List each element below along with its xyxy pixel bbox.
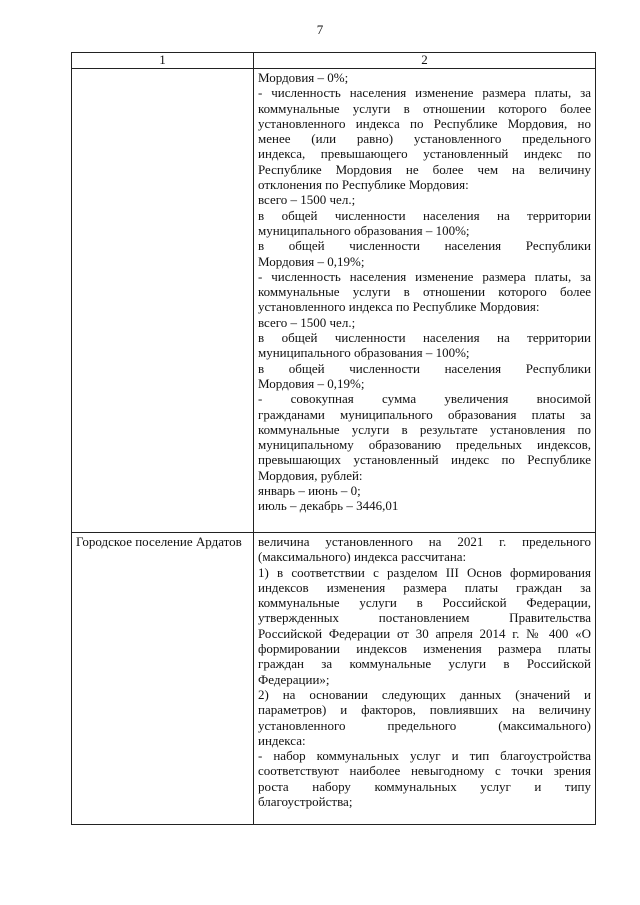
text-line: в общей численности населения на территории: [258, 330, 591, 346]
text-line: Мордовия – 0,19%;: [258, 375, 365, 391]
text-line: индекса:: [258, 732, 306, 748]
text-line: установленного индекса по Республике Мордовия, но: [258, 115, 591, 131]
text-line: Мордовия – 0%;: [258, 70, 349, 85]
text-line: муниципальному образованию предельных индексов,: [258, 437, 591, 453]
text-line: отклонения по Республике Мордовия:: [258, 177, 469, 193]
text-line: (максимального) индекса рассчитана:: [258, 549, 467, 565]
text-line: коммунальные услуги в результате установления по: [258, 421, 591, 437]
document-table: [71, 52, 596, 825]
text-line: в общей численности населения Республики: [258, 238, 591, 254]
text-line: Республике Мордовия не более чем на величину: [258, 161, 591, 177]
table-header-row: [72, 53, 596, 69]
column-header-2: 2: [254, 53, 596, 69]
row-1-municipality-cell: [72, 69, 254, 533]
table-row: [72, 533, 596, 825]
text-line: граждан за коммунальные услуги в Российской: [258, 656, 591, 672]
text-line: менее (или равно) установленного предельного: [258, 131, 591, 147]
text-line: Мордовия, рублей:: [258, 467, 363, 483]
text-line: Российской Федерации от 30 апреля 2014 г. № 400 «О: [258, 625, 591, 641]
text-line: утвержденных постановлением Правительства: [258, 610, 591, 626]
text-line: - численность населения изменение размера платы, за: [258, 85, 591, 101]
text-line: в общей численности населения на территории: [258, 207, 591, 223]
text-line: - численность населения изменение размера платы, за: [258, 268, 591, 284]
text-line: 2) на основании следующих данных (значений и: [258, 686, 591, 702]
table-row: [72, 69, 596, 533]
text-line: индексов изменения размера платы граждан за: [258, 579, 591, 595]
text-line: гражданами муниципального образования платы за: [258, 406, 591, 422]
text-line: формировании индексов изменения размера платы: [258, 641, 591, 657]
row-2-municipality-cell: Городское поселение Ардатов: [72, 533, 254, 825]
column-header-1: 1: [72, 53, 254, 69]
text-line: муниципального образования – 100%;: [258, 222, 470, 238]
text-line: Федерации»;: [258, 671, 330, 687]
text-line: величина установленного на 2021 г. предельного: [258, 534, 591, 549]
row-2-description-cell: [254, 533, 596, 825]
text-line: Мордовия – 0,19%;: [258, 253, 365, 269]
row-1-description-cell: [254, 69, 596, 533]
text-line: превышающих установленный индекс по Республике: [258, 452, 591, 468]
text-line: установленного индекса по Республике Мордовия:: [258, 299, 540, 315]
text-line: индекса, превышающего установленный индекс по: [258, 146, 591, 162]
text-line: установленного предельного (максимального): [258, 717, 591, 733]
text-line: 1) в соответствии с разделом III Основ формирования: [258, 564, 591, 580]
text-line: муниципального образования – 100%;: [258, 345, 470, 361]
text-line: коммунальные услуги в отношении которого более: [258, 100, 591, 116]
text-line: январь – июнь – 0;: [258, 483, 361, 499]
row-2-description-text: [258, 534, 591, 824]
text-line: благоустройства;: [258, 794, 353, 810]
text-line: в общей численности населения Республики: [258, 360, 591, 376]
text-line: - совокупная сумма увеличения вносимой: [258, 391, 591, 407]
text-line: параметров) и факторов, повлиявших на величину: [258, 702, 591, 718]
text-line: соответствуют наиболее невыгодному с точки зрения: [258, 763, 591, 779]
text-line: коммунальные услуги в Российской Федерации,: [258, 595, 591, 611]
text-line: июль – декабрь – 3446,01: [258, 498, 399, 514]
text-line: всего – 1500 чел.;: [258, 314, 356, 330]
text-line: коммунальные услуги в отношении которого более: [258, 284, 591, 300]
page-number: 7: [316, 22, 324, 37]
text-line: всего – 1500 чел.;: [258, 192, 356, 208]
text-line: - набор коммунальных услуг и тип благоустройства: [258, 748, 591, 764]
text-line: роста набору коммунальных услуг и типу: [258, 778, 591, 794]
row-1-description-text: [258, 70, 591, 532]
